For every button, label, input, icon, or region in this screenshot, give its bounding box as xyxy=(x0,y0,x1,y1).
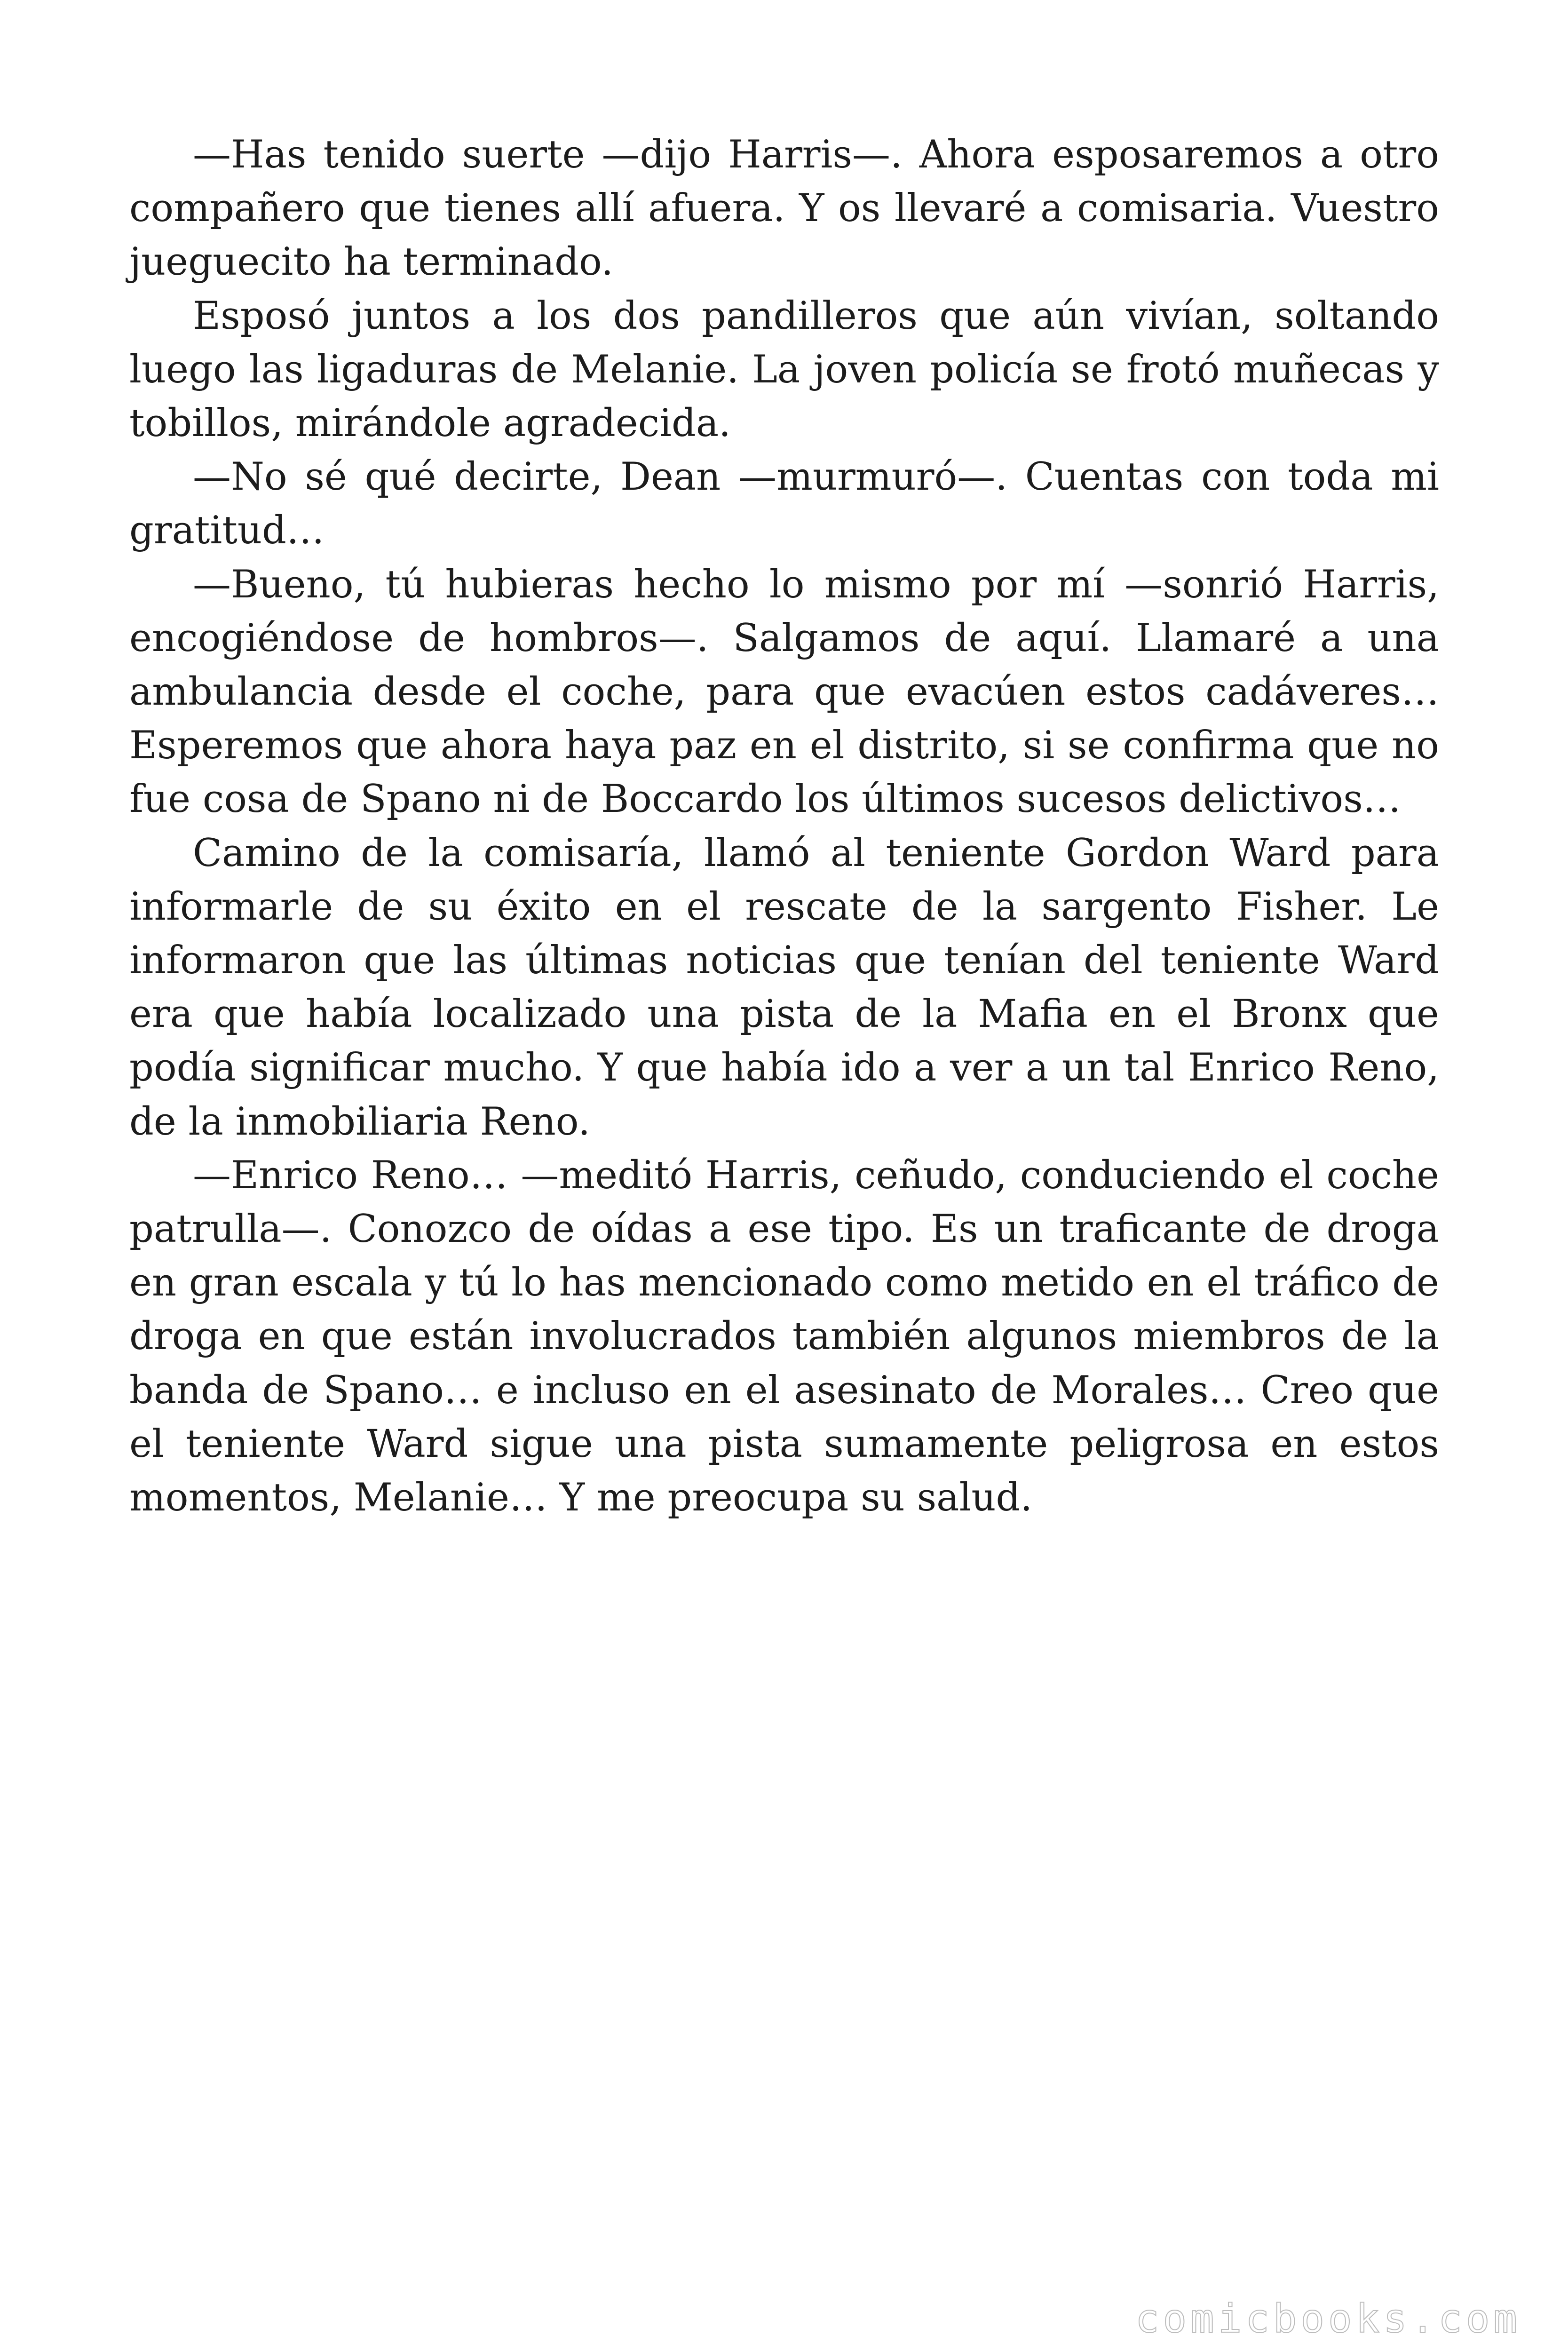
page-body xyxy=(129,128,1439,1525)
paragraph: Camino de la comisaría, llamó al teniente Gordon Ward para informarle de su éxito en el rescate de la sargento Fisher. Le informaron que las últimas noticias que tenían del teniente Ward era que había localizado una pista de la Mafia en el Bronx que podía significar mucho. Y que había ido a ver a un tal Enrico Reno, de la inmobiliaria Reno. xyxy=(129,831,1439,1144)
paragraph: —Bueno, tú hubieras hecho lo mismo por mí —sonrió Harris, encogiéndose de hombros—. Salgamos de aquí. Llamaré a una ambulancia desde el coche, para que evacúen estos cadáveres… Esperemos que ahora haya paz en el distrito, si se confirma que no fue cosa de Spano ni de Boccardo los últimos sucesos delictivos… xyxy=(129,562,1439,822)
paragraph: —No sé qué decirte, Dean —murmuró—. Cuentas con toda mi gratitud… xyxy=(129,455,1439,553)
paragraph: Esposó juntos a los dos pandilleros que aún vivían, soltando luego las ligaduras de Melanie. La joven policía se frotó muñecas y tobillos, mirándole agradecida. xyxy=(129,294,1439,446)
watermark: comicbooks.com xyxy=(1135,2296,1521,2342)
paragraph: —Has tenido suerte —dijo Harris—. Ahora esposaremos a otro compañero que tienes allí afuera. Y os llevaré a comisaria. Vuestro jueguecito ha terminado. xyxy=(129,133,1439,285)
paragraph: —Enrico Reno… —meditó Harris, ceñudo, conduciendo el coche patrulla—. Conozco de oídas a ese tipo. Es un traficante de droga en gran escala y tú lo has mencionado como metido en el tráfico de droga en que están involucrados también algunos miembros de la banda de Spano… e incluso en el asesinato de Morales… Creo que el teniente Ward sigue una pista sumamente peligrosa en estos momentos, Melanie… Y me preocupa su salud. xyxy=(129,1153,1439,1520)
